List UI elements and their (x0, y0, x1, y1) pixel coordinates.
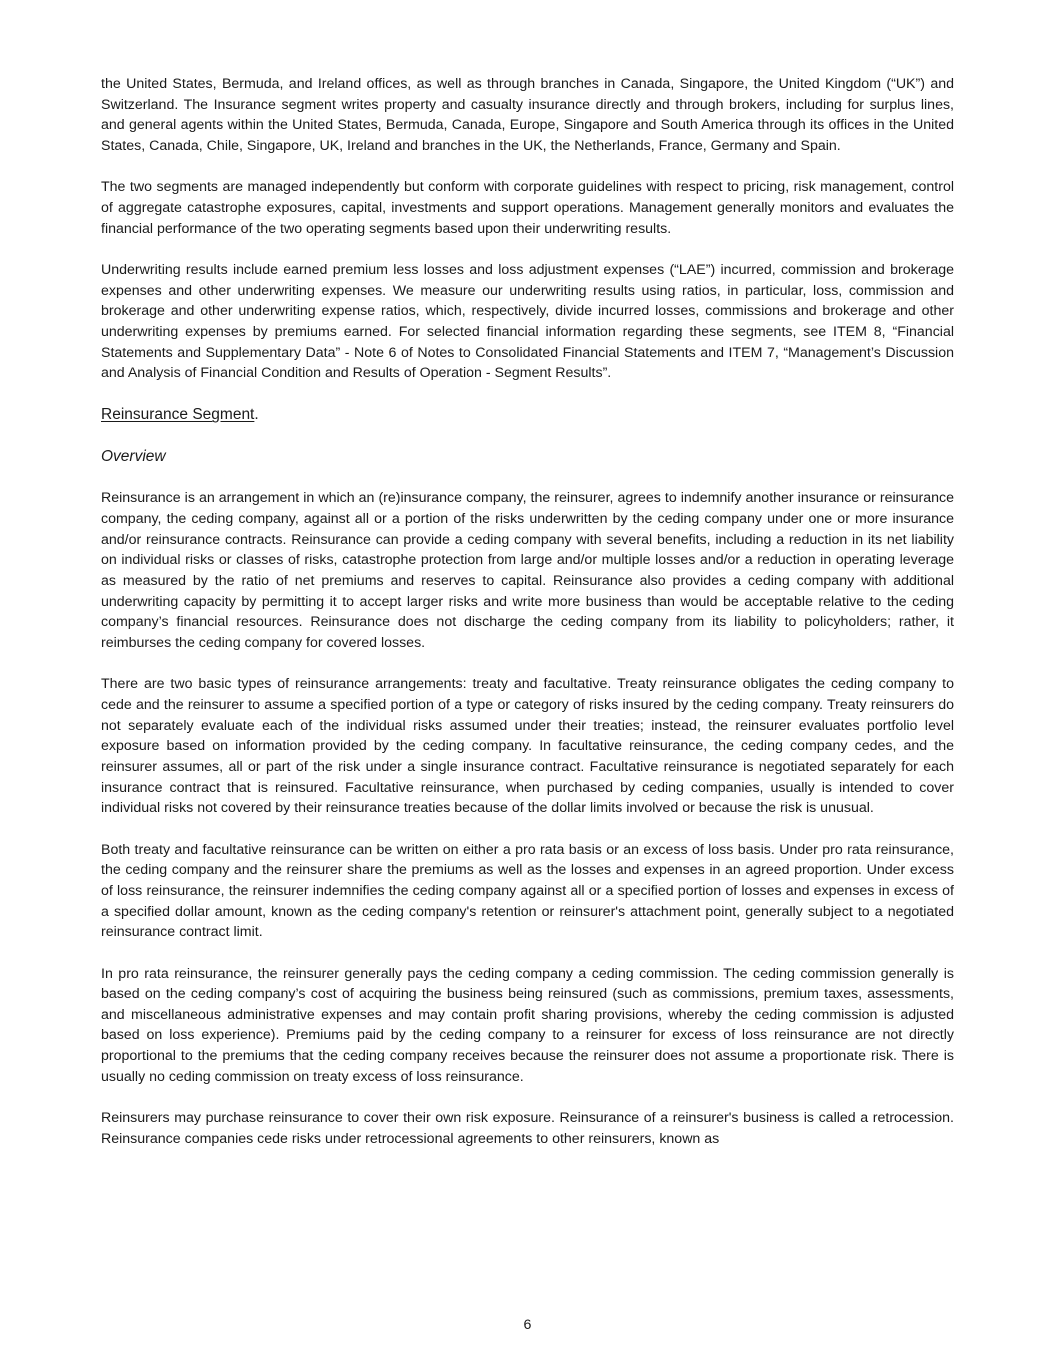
paragraph-pro-rata-excess: Both treaty and facultative reinsurance can be written on either a pro rata basis or an excess of loss basis. Under pro rata reinsurance, the ceding company and the reinsurer share the premiums as well as the losses and expenses in an agreed proportion. Under excess of loss reinsurance, the reinsurer indemnifies the ceding company against all or a specified portion of losses and expenses in excess of a specified dollar amount, known as the ceding company's retention or reinsurer's attachment point, generally subject to a negotiated reinsurance contract limit. (101, 841, 954, 941)
section-heading-period: . (254, 406, 259, 424)
section-heading-reinsurance-segment (101, 404, 954, 426)
page-number: 6 (523, 1317, 532, 1333)
paragraph-segments-offices: the United States, Bermuda, and Ireland offices, as well as through branches in Canada, Singapore, the United Kingdom (“UK”) and Switzerland. The Insurance segment writes property and casualty insurance directly and through brokers, including for surplus lines, and general agents within the United States, Bermuda, Canada, Europe, Singapore and South America through its offices in the United States, Canada, Chile, Singapore, UK, Ireland and branches in the UK, the Netherlands, France, Germany and Spain. (101, 76, 954, 154)
section-heading-text: Reinsurance Segment (101, 406, 255, 424)
paragraph-underwriting-results: Underwriting results include earned premium less losses and loss adjustment expenses (“LAE”) incurred, commission and brokerage expenses and other underwriting expenses. We measure our underwriting results using ratios, in particular, loss, commission and brokerage and other underwriting expense ratios, which, respectively, divide incurred losses, commissions and brokerage and other underwriting expenses by premiums earned. For selected financial information regarding these segments, see ITEM 8, “Financial Statements and Supplementary Data” - Note 6 of Notes to Consolidated Financial Statements and ITEM 7, “Management’s Discussion and Analysis of Financial Condition and Results of Operation - Segment Results”. (101, 261, 954, 382)
paragraph-reinsurance-definition: Reinsurance is an arrangement in which an (re)insurance company, the reinsurer, agrees to indemnify another insurance or reinsurance company, the ceding company, against all or a portion of the risks underwritten by the ceding company under one or more insurance and/or reinsurance contracts. Reinsurance can provide a ceding company with several benefits, including a reduction in its net liability on individual risks or classes of risks, catastrophe protection from large and/or multiple losses and/or a reduction in operating leverage as measured by the ratio of net premiums and reserves to capital. Reinsurance also provides a ceding company with additional underwriting capacity by permitting it to accept larger risks and write more business than would be acceptable relative to the ceding company’s financial resources. Reinsurance does not discharge the ceding company from its liability to policyholders; rather, it reimburses the ceding company for covered losses. (101, 490, 954, 652)
page-body (101, 74, 954, 1170)
paragraph-retrocession: Reinsurers may purchase reinsurance to cover their own risk exposure. Reinsurance of a reinsurer's business is called a retrocession. Reinsurance companies cede risks under retrocessional agreements to other reinsurers, known as (101, 1110, 954, 1147)
paragraph-segments-management: The two segments are managed independently but conform with corporate guidelines with respect to pricing, risk management, control of aggregate catastrophe exposures, capital, investments and support operations. Management generally monitors and evaluates the financial performance of the two operating segments based upon their underwriting results. (101, 179, 954, 237)
paragraph-treaty-facultative: There are two basic types of reinsurance arrangements: treaty and facultative. Treaty reinsurance obligates the ceding company to cede and the reinsurer to assume a specified portion of a type or category of risks insured by the ceding company. Treaty reinsurers do not separately evaluate each of the individual risks assumed under their treaties; instead, the reinsurer evaluates portfolio level exposure based on information provided by the ceding company. In facultative reinsurance, the ceding company cedes, and the reinsurer assumes, all or part of the risk under a single insurance contract. Facultative reinsurance is negotiated separately for each insurance contract that is reinsured. Facultative reinsurance, when purchased by ceding companies, usually is intended to cover individual risks not covered by their reinsurance treaties because of the dollar limits involved or because the risk is unusual. (101, 676, 954, 817)
sub-heading-overview: Overview (101, 448, 166, 466)
paragraph-ceding-commission: In pro rata reinsurance, the reinsurer generally pays the ceding company a ceding commission. The ceding commission generally is based on the ceding company’s cost of acquiring the business being reinsured (such as commissions, premium taxes, assessments, and miscellaneous administrative expenses and may contain profit sharing provisions, whereby the ceding commission is adjusted based on loss experience). Premiums paid by the ceding company to a reinsurer for excess of loss reinsurance are not directly proportional to the premiums that the ceding company receives because the reinsurer does not assume a proportionate risk. There is usually no ceding commission on treaty excess of loss reinsurance. (101, 965, 954, 1085)
